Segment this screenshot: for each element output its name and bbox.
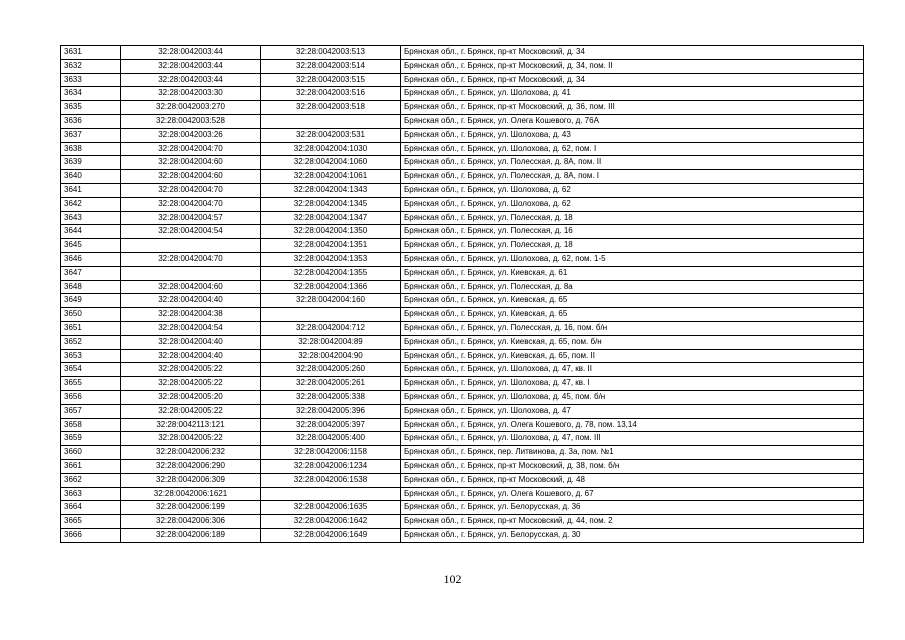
table-row: [61, 87, 864, 101]
row-number-cell: 3657: [61, 404, 121, 418]
address-cell: Брянская обл., г. Брянск, ул. Олега Кошевого, д. 78, пом. 13,14: [401, 418, 864, 432]
address-cell: Брянская обл., г. Брянск, ул. Полесская, д. 18: [401, 211, 864, 225]
row-number-cell: 3665: [61, 515, 121, 529]
address-cell: Брянская обл., г. Брянск, ул. Полесская, д. 8А, пом. II: [401, 156, 864, 170]
row-number-cell: 3633: [61, 73, 121, 87]
address-cell: Брянская обл., г. Брянск, ул. Шолохова, д. 62, пом. I: [401, 142, 864, 156]
row-number-cell: 3644: [61, 225, 121, 239]
cadastral-number-cell: 32:28:0042006:309: [121, 473, 261, 487]
row-number-cell: 3638: [61, 142, 121, 156]
object-cadastral-number-cell: 32:28:0042004:89: [261, 335, 401, 349]
object-cadastral-number-cell: 32:28:0042006:1649: [261, 528, 401, 542]
row-number-cell: 3660: [61, 446, 121, 460]
address-cell: Брянская обл., г. Брянск, ул. Шолохова, д. 62, пом. 1-5: [401, 252, 864, 266]
cadastral-number-cell: 32:28:0042004:54: [121, 225, 261, 239]
row-number-cell: 3647: [61, 266, 121, 280]
table-row: [61, 211, 864, 225]
table-row: [61, 59, 864, 73]
cadastral-number-cell: 32:28:0042004:40: [121, 335, 261, 349]
address-cell: Брянская обл., г. Брянск, пр-кт Московский, д. 34, пом. II: [401, 59, 864, 73]
address-cell: Брянская обл., г. Брянск, ул. Шолохова, д. 47, кв. I: [401, 377, 864, 391]
row-number-cell: 3648: [61, 280, 121, 294]
table-row: [61, 432, 864, 446]
address-cell: Брянская обл., г. Брянск, ул. Полесская, д. 18: [401, 239, 864, 253]
object-cadastral-number-cell: 32:28:0042003:515: [261, 73, 401, 87]
cadastral-number-cell: 32:28:0042003:30: [121, 87, 261, 101]
table-row: [61, 501, 864, 515]
table-row: [61, 335, 864, 349]
table-row: [61, 128, 864, 142]
object-cadastral-number-cell: 32:28:0042004:1343: [261, 183, 401, 197]
table-row: [61, 390, 864, 404]
row-number-cell: 3637: [61, 128, 121, 142]
row-number-cell: 3632: [61, 59, 121, 73]
cadastral-number-cell: 32:28:0042006:290: [121, 459, 261, 473]
object-cadastral-number-cell: 32:28:0042003:531: [261, 128, 401, 142]
address-cell: Брянская обл., г. Брянск, пер. Литвинова, д. 3а, пом. №1: [401, 446, 864, 460]
table-row: [61, 473, 864, 487]
row-number-cell: 3636: [61, 114, 121, 128]
object-cadastral-number-cell: 32:28:0042006:1642: [261, 515, 401, 529]
row-number-cell: 3652: [61, 335, 121, 349]
row-number-cell: 3664: [61, 501, 121, 515]
address-cell: Брянская обл., г. Брянск, ул. Белорусская, д. 36: [401, 501, 864, 515]
address-cell: Брянская обл., г. Брянск, пр-кт Московский, д. 38, пом. б/н: [401, 459, 864, 473]
cadastral-number-cell: [121, 266, 261, 280]
address-cell: Брянская обл., г. Брянск, ул. Шолохова, д. 43: [401, 128, 864, 142]
object-cadastral-number-cell: 32:28:0042006:1635: [261, 501, 401, 515]
cadastral-number-cell: 32:28:0042003:44: [121, 59, 261, 73]
object-cadastral-number-cell: [261, 114, 401, 128]
address-cell: Брянская обл., г. Брянск, ул. Шолохова, д. 45, пом. б/н: [401, 390, 864, 404]
row-number-cell: 3651: [61, 321, 121, 335]
row-number-cell: 3666: [61, 528, 121, 542]
object-cadastral-number-cell: [261, 308, 401, 322]
object-cadastral-number-cell: 32:28:0042005:260: [261, 363, 401, 377]
table-row: [61, 197, 864, 211]
address-cell: Брянская обл., г. Брянск, ул. Шолохова, д. 41: [401, 87, 864, 101]
cadastral-number-cell: 32:28:0042006:306: [121, 515, 261, 529]
address-cell: Брянская обл., г. Брянск, ул. Шолохова, д. 47, пом. III: [401, 432, 864, 446]
table-row: [61, 528, 864, 542]
object-cadastral-number-cell: [261, 487, 401, 501]
cadastral-number-cell: 32:28:0042005:22: [121, 377, 261, 391]
address-cell: Брянская обл., г. Брянск, пр-кт Московский, д. 34: [401, 46, 864, 60]
table-row: [61, 101, 864, 115]
cadastral-number-cell: 32:28:0042003:528: [121, 114, 261, 128]
address-cell: Брянская обл., г. Брянск, ул. Шолохова, д. 62: [401, 183, 864, 197]
object-cadastral-number-cell: 32:28:0042004:90: [261, 349, 401, 363]
object-cadastral-number-cell: 32:28:0042005:397: [261, 418, 401, 432]
address-cell: Брянская обл., г. Брянск, ул. Киевская, д. 61: [401, 266, 864, 280]
cadastral-number-cell: 32:28:0042003:270: [121, 101, 261, 115]
object-cadastral-number-cell: 32:28:0042004:1061: [261, 170, 401, 184]
table-row: [61, 363, 864, 377]
table-row: [61, 487, 864, 501]
cadastral-number-cell: 32:28:0042004:38: [121, 308, 261, 322]
address-cell: Брянская обл., г. Брянск, ул. Белорусская, д. 30: [401, 528, 864, 542]
object-cadastral-number-cell: 32:28:0042003:514: [261, 59, 401, 73]
address-cell: Брянская обл., г. Брянск, ул. Киевская, д. 65, пом. II: [401, 349, 864, 363]
cadastral-number-cell: 32:28:0042113:121: [121, 418, 261, 432]
table-row: [61, 294, 864, 308]
object-cadastral-number-cell: 32:28:0042004:1366: [261, 280, 401, 294]
object-cadastral-number-cell: 32:28:0042004:1355: [261, 266, 401, 280]
table-row: [61, 114, 864, 128]
table-row: [61, 170, 864, 184]
object-cadastral-number-cell: 32:28:0042003:513: [261, 46, 401, 60]
object-cadastral-number-cell: 32:28:0042004:1353: [261, 252, 401, 266]
row-number-cell: 3656: [61, 390, 121, 404]
cadastral-number-cell: 32:28:0042005:22: [121, 363, 261, 377]
cadastral-number-cell: [121, 239, 261, 253]
object-cadastral-number-cell: 32:28:0042006:1158: [261, 446, 401, 460]
row-number-cell: 3662: [61, 473, 121, 487]
row-number-cell: 3655: [61, 377, 121, 391]
address-cell: Брянская обл., г. Брянск, пр-кт Московский, д. 36, пом. III: [401, 101, 864, 115]
table-row: [61, 321, 864, 335]
table-row: [61, 73, 864, 87]
address-cell: Брянская обл., г. Брянск, ул. Полесская, д. 8А, пом. I: [401, 170, 864, 184]
cadastral-number-cell: 32:28:0042004:70: [121, 183, 261, 197]
row-number-cell: 3659: [61, 432, 121, 446]
address-cell: Брянская обл., г. Брянск, ул. Полесская, д. 16: [401, 225, 864, 239]
row-number-cell: 3639: [61, 156, 121, 170]
table-row: [61, 308, 864, 322]
table-row: [61, 46, 864, 60]
object-cadastral-number-cell: 32:28:0042006:1538: [261, 473, 401, 487]
cadastral-number-cell: 32:28:0042004:60: [121, 156, 261, 170]
cadastral-number-cell: 32:28:0042004:70: [121, 252, 261, 266]
table-row: [61, 142, 864, 156]
row-number-cell: 3661: [61, 459, 121, 473]
cadastral-number-cell: 32:28:0042005:22: [121, 432, 261, 446]
object-cadastral-number-cell: 32:28:0042005:261: [261, 377, 401, 391]
address-cell: Брянская обл., г. Брянск, пр-кт Московский, д. 34: [401, 73, 864, 87]
table-row: [61, 418, 864, 432]
row-number-cell: 3654: [61, 363, 121, 377]
address-cell: Брянская обл., г. Брянск, ул. Киевская, д. 65: [401, 294, 864, 308]
row-number-cell: 3641: [61, 183, 121, 197]
cadastral-number-cell: 32:28:0042003:26: [121, 128, 261, 142]
address-cell: Брянская обл., г. Брянск, ул. Полесская, д. 16, пом. б/н: [401, 321, 864, 335]
address-cell: Брянская обл., г. Брянск, ул. Шолохова, д. 62: [401, 197, 864, 211]
table-row: [61, 225, 864, 239]
address-cell: Брянская обл., г. Брянск, ул. Шолохова, д. 47, кв. II: [401, 363, 864, 377]
address-cell: Брянская обл., г. Брянск, ул. Олега Кошевого, д. 76А: [401, 114, 864, 128]
cadastral-number-cell: 32:28:0042005:20: [121, 390, 261, 404]
object-cadastral-number-cell: 32:28:0042005:338: [261, 390, 401, 404]
cadastral-number-cell: 32:28:0042003:44: [121, 73, 261, 87]
object-cadastral-number-cell: 32:28:0042004:712: [261, 321, 401, 335]
cadastral-number-cell: 32:28:0042004:40: [121, 294, 261, 308]
row-number-cell: 3631: [61, 46, 121, 60]
row-number-cell: 3649: [61, 294, 121, 308]
row-number-cell: 3645: [61, 239, 121, 253]
row-number-cell: 3643: [61, 211, 121, 225]
address-cell: Брянская обл., г. Брянск, ул. Полесская, д. 8а: [401, 280, 864, 294]
row-number-cell: 3642: [61, 197, 121, 211]
property-table-body: [61, 46, 864, 543]
object-cadastral-number-cell: 32:28:0042006:1234: [261, 459, 401, 473]
cadastral-number-cell: 32:28:0042004:70: [121, 142, 261, 156]
address-cell: Брянская обл., г. Брянск, пр-кт Московский, д. 48: [401, 473, 864, 487]
cadastral-number-cell: 32:28:0042004:60: [121, 280, 261, 294]
row-number-cell: 3635: [61, 101, 121, 115]
cadastral-number-cell: 32:28:0042004:70: [121, 197, 261, 211]
table-row: [61, 515, 864, 529]
object-cadastral-number-cell: 32:28:0042005:400: [261, 432, 401, 446]
table-row: [61, 446, 864, 460]
row-number-cell: 3640: [61, 170, 121, 184]
row-number-cell: 3658: [61, 418, 121, 432]
cadastral-number-cell: 32:28:0042006:189: [121, 528, 261, 542]
object-cadastral-number-cell: 32:28:0042005:396: [261, 404, 401, 418]
cadastral-number-cell: 32:28:0042004:60: [121, 170, 261, 184]
table-row: [61, 349, 864, 363]
cadastral-number-cell: 32:28:0042006:1621: [121, 487, 261, 501]
table-row: [61, 377, 864, 391]
object-cadastral-number-cell: 32:28:0042003:518: [261, 101, 401, 115]
table-row: [61, 156, 864, 170]
table-row: [61, 239, 864, 253]
object-cadastral-number-cell: 32:28:0042003:516: [261, 87, 401, 101]
row-number-cell: 3663: [61, 487, 121, 501]
cadastral-number-cell: 32:28:0042004:57: [121, 211, 261, 225]
table-row: [61, 280, 864, 294]
row-number-cell: 3646: [61, 252, 121, 266]
object-cadastral-number-cell: 32:28:0042004:1345: [261, 197, 401, 211]
cadastral-number-cell: 32:28:0042006:232: [121, 446, 261, 460]
address-cell: Брянская обл., г. Брянск, ул. Шолохова, д. 47: [401, 404, 864, 418]
cadastral-number-cell: 32:28:0042004:40: [121, 349, 261, 363]
object-cadastral-number-cell: 32:28:0042004:1350: [261, 225, 401, 239]
object-cadastral-number-cell: 32:28:0042004:160: [261, 294, 401, 308]
table-row: [61, 404, 864, 418]
table-row: [61, 252, 864, 266]
address-cell: Брянская обл., г. Брянск, ул. Олега Кошевого, д. 67: [401, 487, 864, 501]
cadastral-number-cell: 32:28:0042005:22: [121, 404, 261, 418]
object-cadastral-number-cell: 32:28:0042004:1347: [261, 211, 401, 225]
address-cell: Брянская обл., г. Брянск, ул. Киевская, д. 65, пом. б/н: [401, 335, 864, 349]
table-row: [61, 459, 864, 473]
table-row: [61, 183, 864, 197]
row-number-cell: 3650: [61, 308, 121, 322]
object-cadastral-number-cell: 32:28:0042004:1351: [261, 239, 401, 253]
table-row: [61, 266, 864, 280]
object-cadastral-number-cell: 32:28:0042004:1030: [261, 142, 401, 156]
address-cell: Брянская обл., г. Брянск, пр-кт Московский, д. 44, пом. 2: [401, 515, 864, 529]
address-cell: Брянская обл., г. Брянск, ул. Киевская, д. 65: [401, 308, 864, 322]
cadastral-number-cell: 32:28:0042004:54: [121, 321, 261, 335]
cadastral-number-cell: 32:28:0042006:199: [121, 501, 261, 515]
property-table: [60, 45, 864, 543]
cadastral-number-cell: 32:28:0042003:44: [121, 46, 261, 60]
row-number-cell: 3653: [61, 349, 121, 363]
object-cadastral-number-cell: 32:28:0042004:1060: [261, 156, 401, 170]
row-number-cell: 3634: [61, 87, 121, 101]
page-number: 102: [443, 572, 462, 586]
